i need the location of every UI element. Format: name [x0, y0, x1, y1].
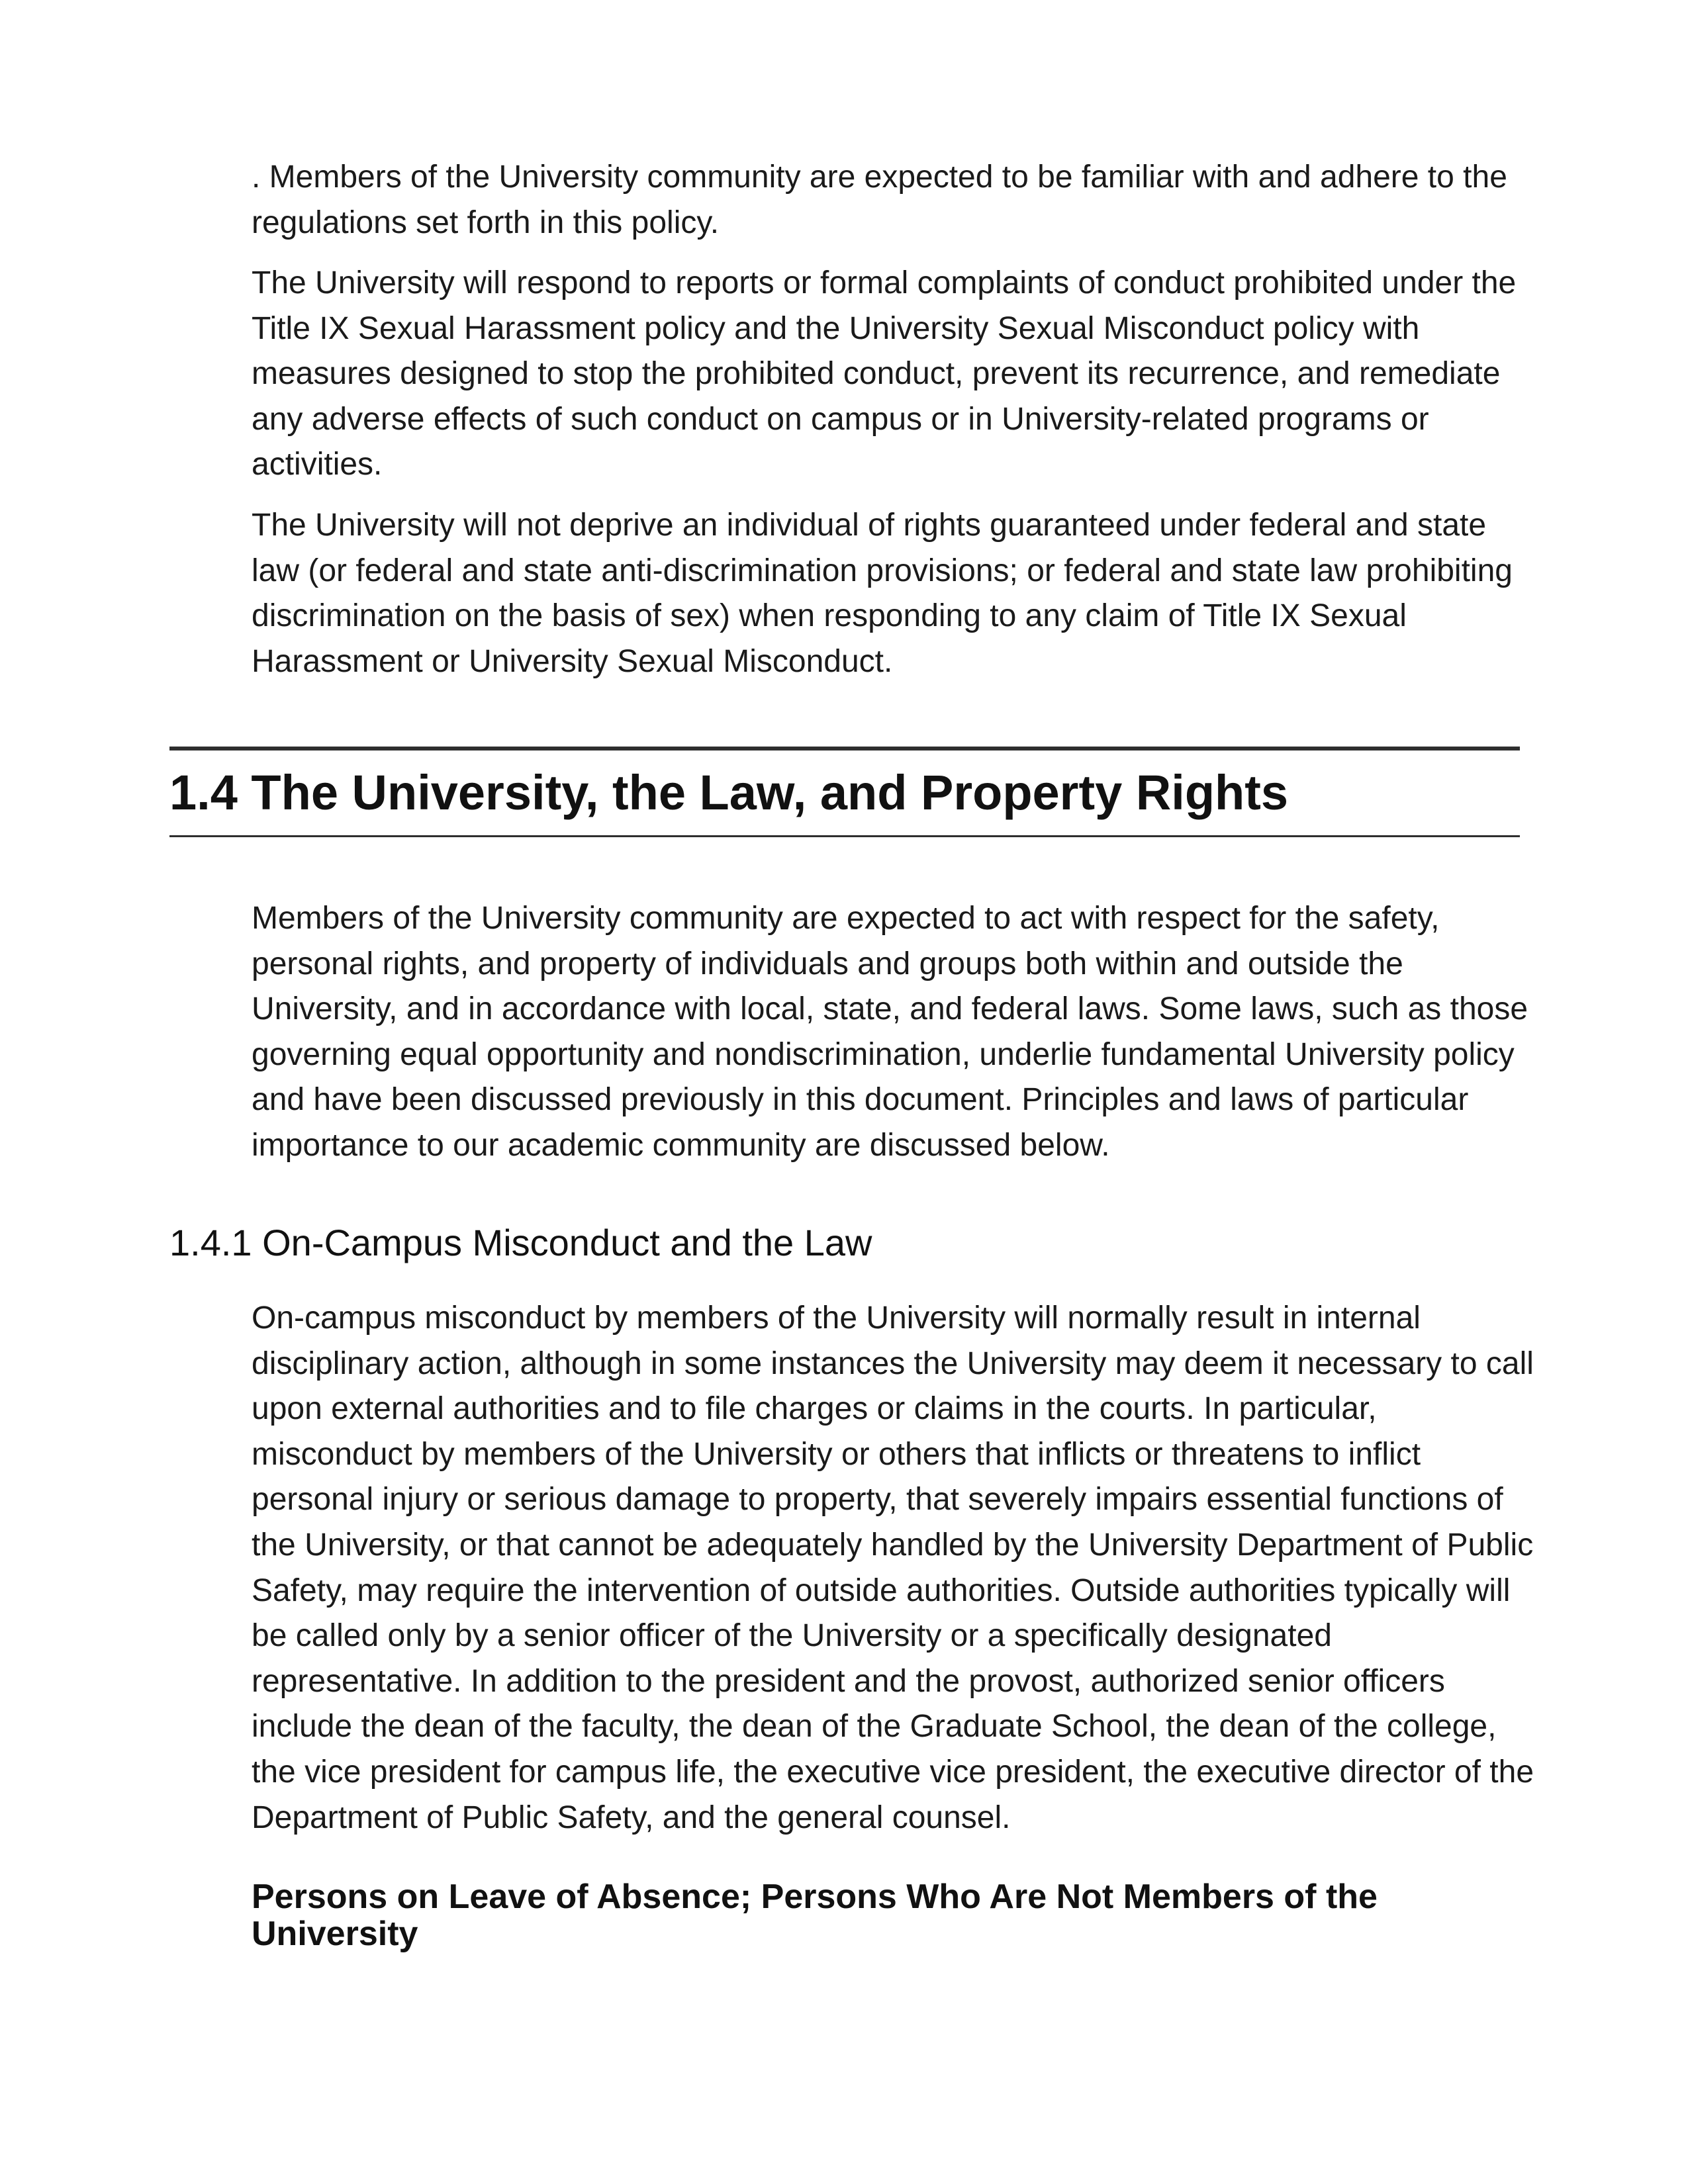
section-rule-top [169, 747, 1520, 751]
section-heading: 1.4 The University, the Law, and Property Rights [169, 765, 1289, 820]
intro-paragraph-2: The University will respond to reports or formal complaints of conduct prohibited under the Title IX Sexual Harassment policy and the University Sexual Misconduct policy with measures designed to stop the prohibited conduct, prevent its recurrence, and remediate any adverse effects of such conduct on campus or in University-related programs or activities. [252, 265, 1517, 482]
intro-paragraph-1: . Members of the University community are expected to be familiar with and adhere to the regulations set forth in this policy. [252, 159, 1507, 240]
intro-paragraph-3: The University will not deprive an individual of rights guaranteed under federal and state law (or federal and state anti-discrimination provisions; or federal and state law prohibiting discrimination on the basis of sex) when responding to any claim of Title IX Sexual Harassment or University Sexual Misconduct. [252, 508, 1513, 679]
subsection-heading: 1.4.1 On-Campus Misconduct and the Law [169, 1222, 872, 1263]
subsection-paragraph: On-campus misconduct by members of the University will normally result in internal disciplinary action, although in some instances the University may deem it necessary to call upon external authorities and to file charges or claims in the courts. In particular, misconduct by members of the University or others that inflicts or threatens to inflict personal injury or serious damage to property, that severely impairs essential functions of the University, or that cannot be adequately handled by the University Department of Public Safety, may require the intervention of outside authorities. Outside authorities typically will be called only by a senior officer of the University or a specifically designated representative. In addition to the president and the provost, authorized senior officers include the dean of the faculty, the dean of the Graduate School, the dean of the college, the vice president for campus life, the executive vice president, the executive director of the Department of Public Safety, and the general counsel. [252, 1300, 1534, 1835]
section-paragraph: Members of the University community are expected to act with respect for the safety, personal rights, and property of individuals and groups both within and outside the University, and in accordance with local, state, and federal laws. Some laws, such as those governing equal opportunity and nondiscrimination, underlie fundamental University policy and have been discussed previously in this document. Principles and laws of particular importance to our academic community are discussed below. [252, 901, 1528, 1163]
minor-heading: Persons on Leave of Absence; Persons Who Are Not Members of the University [252, 1878, 1378, 1953]
section-rule-bottom [169, 835, 1520, 837]
